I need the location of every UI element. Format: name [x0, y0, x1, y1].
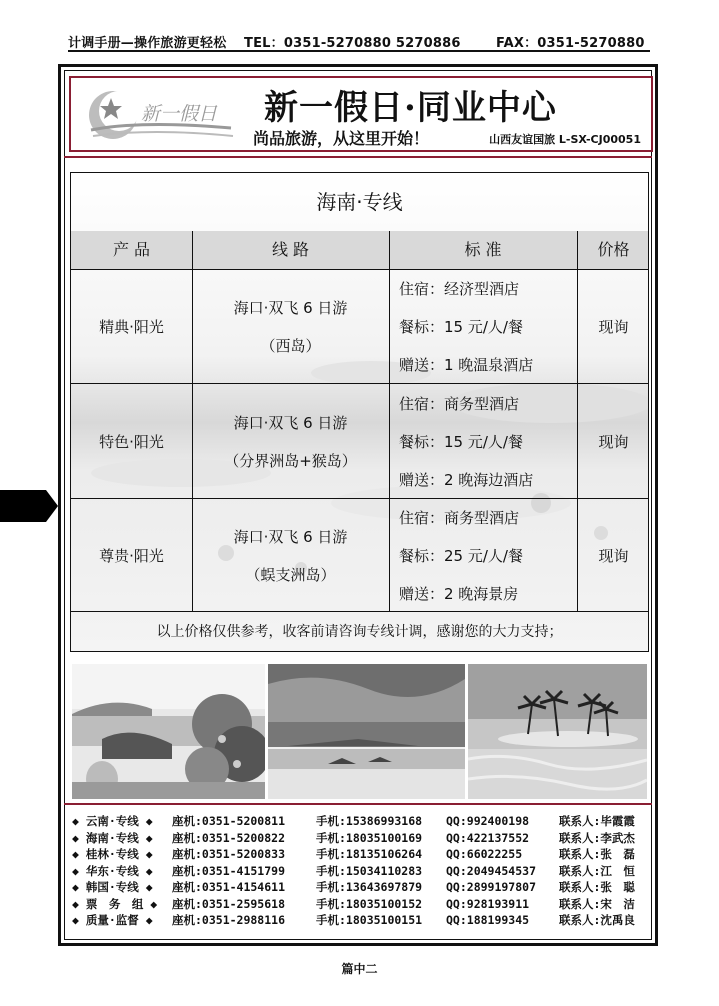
lodging-standard: 住宿：商务型酒店	[399, 509, 520, 527]
route-name: 海口·双飞 6 日游	[233, 299, 348, 317]
price-value: 现询	[598, 318, 629, 336]
route-detail: （分界洲岛+猴岛）	[224, 452, 357, 470]
contact-list	[72, 813, 652, 929]
contact-line: ◆ 票 务 组 ◆	[72, 896, 158, 911]
brand-name: 新一假日·同业中心	[264, 88, 557, 128]
route-name: 海口·双飞 6 日游	[233, 528, 348, 546]
product-name: 精典·阳光	[99, 318, 164, 336]
meal-standard: 餐标：15 元/人/餐	[399, 318, 523, 336]
price-note: 以上价格仅供参考，收客前请咨询专线计调，感谢您的大力支持；	[156, 624, 563, 640]
contact-person: 联系人:沈禹良	[559, 913, 635, 927]
brand-slogan: 尚品旅游，从这里开始！	[253, 129, 430, 148]
contact-mobile: 手机:18035100169	[316, 830, 423, 845]
contact-phone: 座机:0351-5200811	[172, 814, 286, 828]
pricing-table	[70, 172, 649, 652]
contact-qq: QQ:2049454537	[446, 863, 537, 878]
price-value: 现询	[598, 433, 629, 451]
photo-coast-flowers	[72, 664, 265, 799]
contact-person: 联系人:李武杰	[559, 830, 635, 845]
lodging-standard: 住宿：经济型酒店	[399, 280, 520, 298]
contact-qq: QQ:66022255	[446, 847, 523, 861]
contact-qq: QQ:992400198	[446, 814, 530, 828]
row-divider	[71, 611, 648, 612]
contact-mobile: 手机:15386993168	[316, 814, 423, 828]
contact-mobile: 手机:18035100151	[316, 913, 423, 927]
table-title: 海南·专线	[71, 173, 648, 232]
contact-person: 联系人:张 聪	[559, 880, 635, 894]
column-header-price: 价格	[577, 231, 649, 270]
photo-palm-island	[468, 664, 647, 799]
route-detail: （蜈支洲岛）	[245, 566, 336, 584]
price-value: 现询	[598, 547, 629, 565]
page-tab-marker	[0, 490, 58, 522]
contact-mobile: 手机:18035100152	[316, 896, 423, 911]
contact-qq: QQ:188199345	[446, 913, 530, 927]
meal-standard: 餐标：15 元/人/餐	[399, 433, 523, 451]
contact-phone: 座机:0351-5200833	[172, 847, 286, 861]
contact-mobile: 手机:18135106264	[316, 847, 423, 861]
row-divider	[71, 498, 648, 499]
brand-header	[69, 76, 653, 152]
photo-beach-umbrellas	[268, 664, 465, 799]
gift-standard: 赠送：1 晚温泉酒店	[399, 356, 534, 374]
route-name: 海口·双飞 6 日游	[233, 414, 348, 432]
product-name: 尊贵·阳光	[99, 547, 164, 565]
contact-person: 联系人:江 恒	[559, 863, 635, 878]
contact-phone: 座机:0351-2595618	[172, 896, 286, 911]
list-item	[72, 846, 652, 863]
meal-standard: 餐标：25 元/人/餐	[399, 547, 523, 565]
handbook-title: 计调手册—操作旅游更轻松	[68, 36, 227, 51]
page-footer: 篇中二	[341, 962, 378, 976]
contact-line: ◆ 海南·专线 ◆	[72, 830, 153, 845]
fax-label: FAX：0351-5270880	[496, 36, 645, 51]
column-header-route: 线 路	[192, 231, 389, 270]
contact-qq: QQ:928193911	[446, 896, 530, 911]
contact-person: 联系人:张 磊	[559, 847, 635, 861]
contact-mobile: 手机:15034110283	[316, 863, 423, 878]
lodging-standard: 住宿：商务型酒店	[399, 395, 520, 413]
column-header-standard: 标 准	[389, 231, 577, 270]
list-item	[72, 912, 652, 929]
column-header-product: 产 品	[71, 231, 192, 270]
contact-person: 联系人:宋 洁	[559, 896, 635, 911]
list-item	[72, 813, 652, 830]
logo-text: 新一假日	[141, 103, 218, 125]
brand-logo	[81, 84, 241, 146]
contacts-divider	[64, 803, 652, 805]
license-number: 山西友谊国旅 L-SX-CJ00051	[489, 133, 641, 146]
list-item	[72, 879, 652, 896]
contact-qq: QQ:422137552	[446, 830, 530, 845]
list-item	[72, 896, 652, 913]
list-item	[72, 863, 652, 880]
contact-line: ◆ 韩国·专线 ◆	[72, 880, 153, 894]
contact-mobile: 手机:13643697879	[316, 880, 423, 894]
route-detail: （西岛）	[260, 337, 321, 355]
contact-line: ◆ 质量·监督 ◆	[72, 913, 153, 927]
row-divider	[71, 383, 648, 384]
top-rule	[68, 50, 650, 52]
contact-phone: 座机:0351-5200822	[172, 830, 286, 845]
top-header-line	[68, 32, 650, 52]
contact-phone: 座机:0351-2988116	[172, 913, 286, 927]
contact-line: ◆ 云南·专线 ◆	[72, 814, 153, 828]
gift-standard: 赠送：2 晚海景房	[399, 585, 519, 603]
gift-standard: 赠送：2 晚海边酒店	[399, 471, 534, 489]
list-item	[72, 830, 652, 847]
contact-phone: 座机:0351-4151799	[172, 863, 286, 878]
contact-phone: 座机:0351-4154611	[172, 880, 286, 894]
contact-line: ◆ 桂林·专线 ◆	[72, 847, 153, 861]
tel-label: TEL：0351-5270880 5270886	[244, 36, 461, 51]
header-divider	[64, 156, 652, 158]
product-name: 特色·阳光	[99, 433, 164, 451]
contact-line: ◆ 华东·专线 ◆	[72, 863, 153, 878]
contact-qq: QQ:2899197807	[446, 880, 537, 894]
contact-person: 联系人:毕霞霞	[559, 814, 635, 828]
column-divider	[389, 231, 390, 612]
